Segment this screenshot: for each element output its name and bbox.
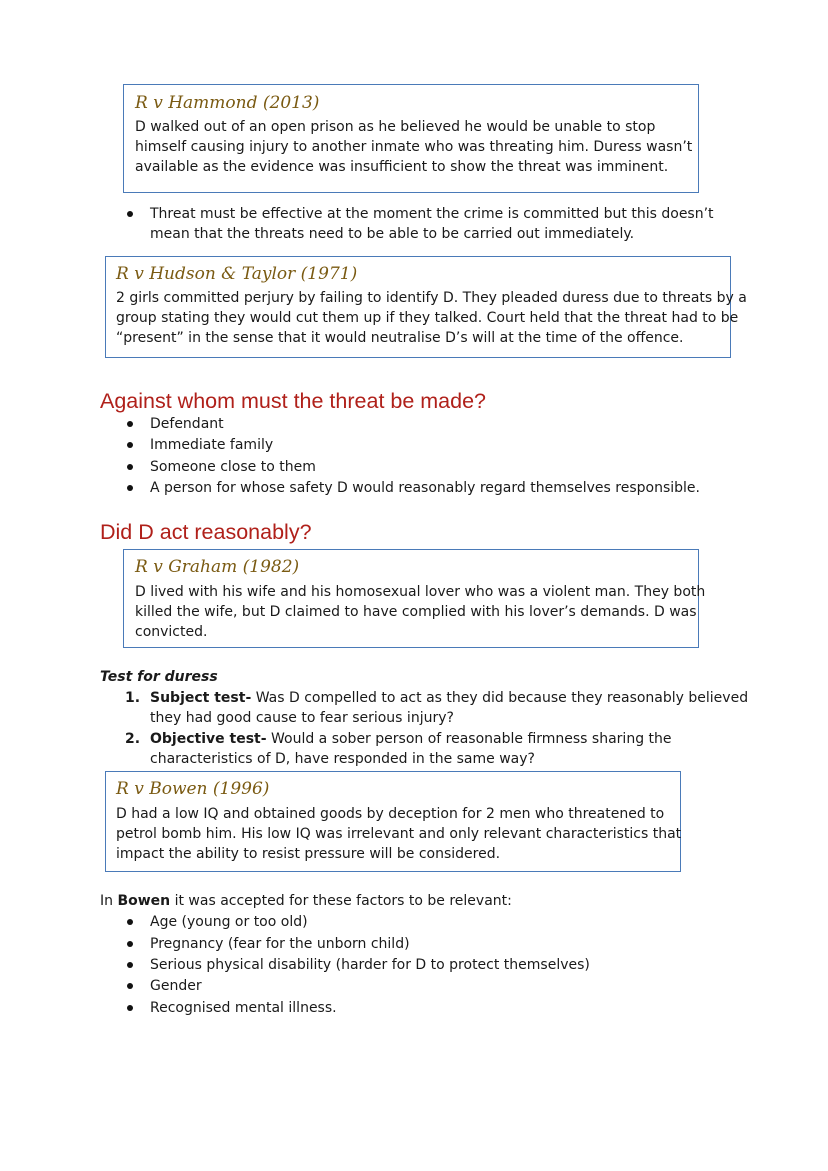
bullet-icon — [127, 421, 133, 427]
numbered-item-continuation: they had good cause to fear serious injury? — [150, 710, 454, 726]
case-text-line: killed the wife, but D claimed to have complied with his lover’s demands. D was — [135, 604, 697, 620]
bullet-icon — [127, 211, 133, 217]
intro-text: it was accepted for these factors to be relevant: — [170, 893, 512, 909]
case-text-line: “present” in the sense that it would neutralise D’s will at the time of the offence. — [116, 330, 684, 346]
bullet-icon — [127, 941, 133, 947]
case-box-graham — [123, 549, 706, 648]
subheading: Test for duress — [100, 669, 218, 685]
bullet-icon — [127, 442, 133, 448]
list-item-continuation: mean that the threats need to be able to be carried out immediately. — [150, 226, 635, 242]
list-item: Defendant — [150, 416, 224, 432]
list-item: Age (young or too old) — [150, 914, 308, 930]
numbered-item — [150, 688, 748, 708]
list-item: Gender — [150, 978, 202, 994]
bullet-icon — [127, 485, 133, 491]
test-text: Was D compelled to act as they did because they reasonably believed — [251, 690, 749, 706]
list-item: Someone close to them — [150, 459, 316, 475]
test-label: Objective test- — [150, 731, 267, 747]
case-box-hammond — [123, 84, 699, 193]
case-text-line: available as the evidence was insufficient to show the threat was imminent. — [135, 159, 669, 175]
bullet-icon — [127, 464, 133, 470]
list-item: Serious physical disability (harder for D to protect themselves) — [150, 957, 590, 973]
case-title: R v Graham (1982) — [135, 557, 300, 577]
test-label: Subject test- — [150, 690, 252, 706]
case-text-line: D lived with his wife and his homosexual lover who was a violent man. They both — [135, 584, 706, 600]
case-text-line: petrol bomb him. His low IQ was irrelevant and only relevant characteristics that — [116, 826, 682, 842]
case-text-line: convicted. — [135, 624, 208, 640]
bullet-icon — [127, 962, 133, 968]
list-item: Recognised mental illness. — [150, 1000, 337, 1016]
case-box-hudson-taylor — [105, 256, 747, 358]
numbered-item — [150, 729, 672, 749]
test-text: Would a sober person of reasonable firmness sharing the — [266, 731, 672, 747]
case-text-line: himself causing injury to another inmate who was threating him. Duress wasn’t — [135, 139, 693, 155]
section-heading: Did D act reasonably? — [100, 520, 312, 544]
case-name: Bowen — [117, 893, 171, 909]
bullet-icon — [127, 983, 133, 989]
case-title: R v Bowen (1996) — [116, 779, 270, 799]
bullet-icon — [127, 1005, 133, 1011]
list-item: Threat must be effective at the moment the crime is committed but this doesn’t — [150, 206, 714, 222]
case-title: R v Hammond (2013) — [135, 93, 320, 113]
case-text-line: group stating they would cut them up if they talked. Court held that the threat had to be — [116, 310, 739, 326]
case-text-line: D walked out of an open prison as he believed he would be unable to stop — [135, 119, 656, 135]
paragraph — [100, 891, 512, 911]
numbered-item-continuation: characteristics of D, have responded in the same way? — [150, 751, 535, 767]
case-text-line: impact the ability to resist pressure will be considered. — [116, 846, 501, 862]
case-title: R v Hudson & Taylor (1971) — [116, 264, 358, 284]
intro-text: In — [100, 893, 118, 909]
list-number: 2. — [125, 731, 141, 747]
case-text-line: 2 girls committed perjury by failing to identify D. They pleaded duress due to threats by a — [116, 290, 747, 306]
list-item: Immediate family — [150, 437, 274, 453]
bullet-icon — [127, 919, 133, 925]
list-item: A person for whose safety D would reasonably regard themselves responsible. — [150, 480, 700, 496]
case-box-bowen — [105, 771, 681, 872]
list-number: 1. — [125, 690, 141, 706]
case-text-line: D had a low IQ and obtained goods by deception for 2 men who threatened to — [116, 806, 665, 822]
list-item: Pregnancy (fear for the unborn child) — [150, 936, 410, 952]
section-heading: Against whom must the threat be made? — [100, 389, 487, 413]
